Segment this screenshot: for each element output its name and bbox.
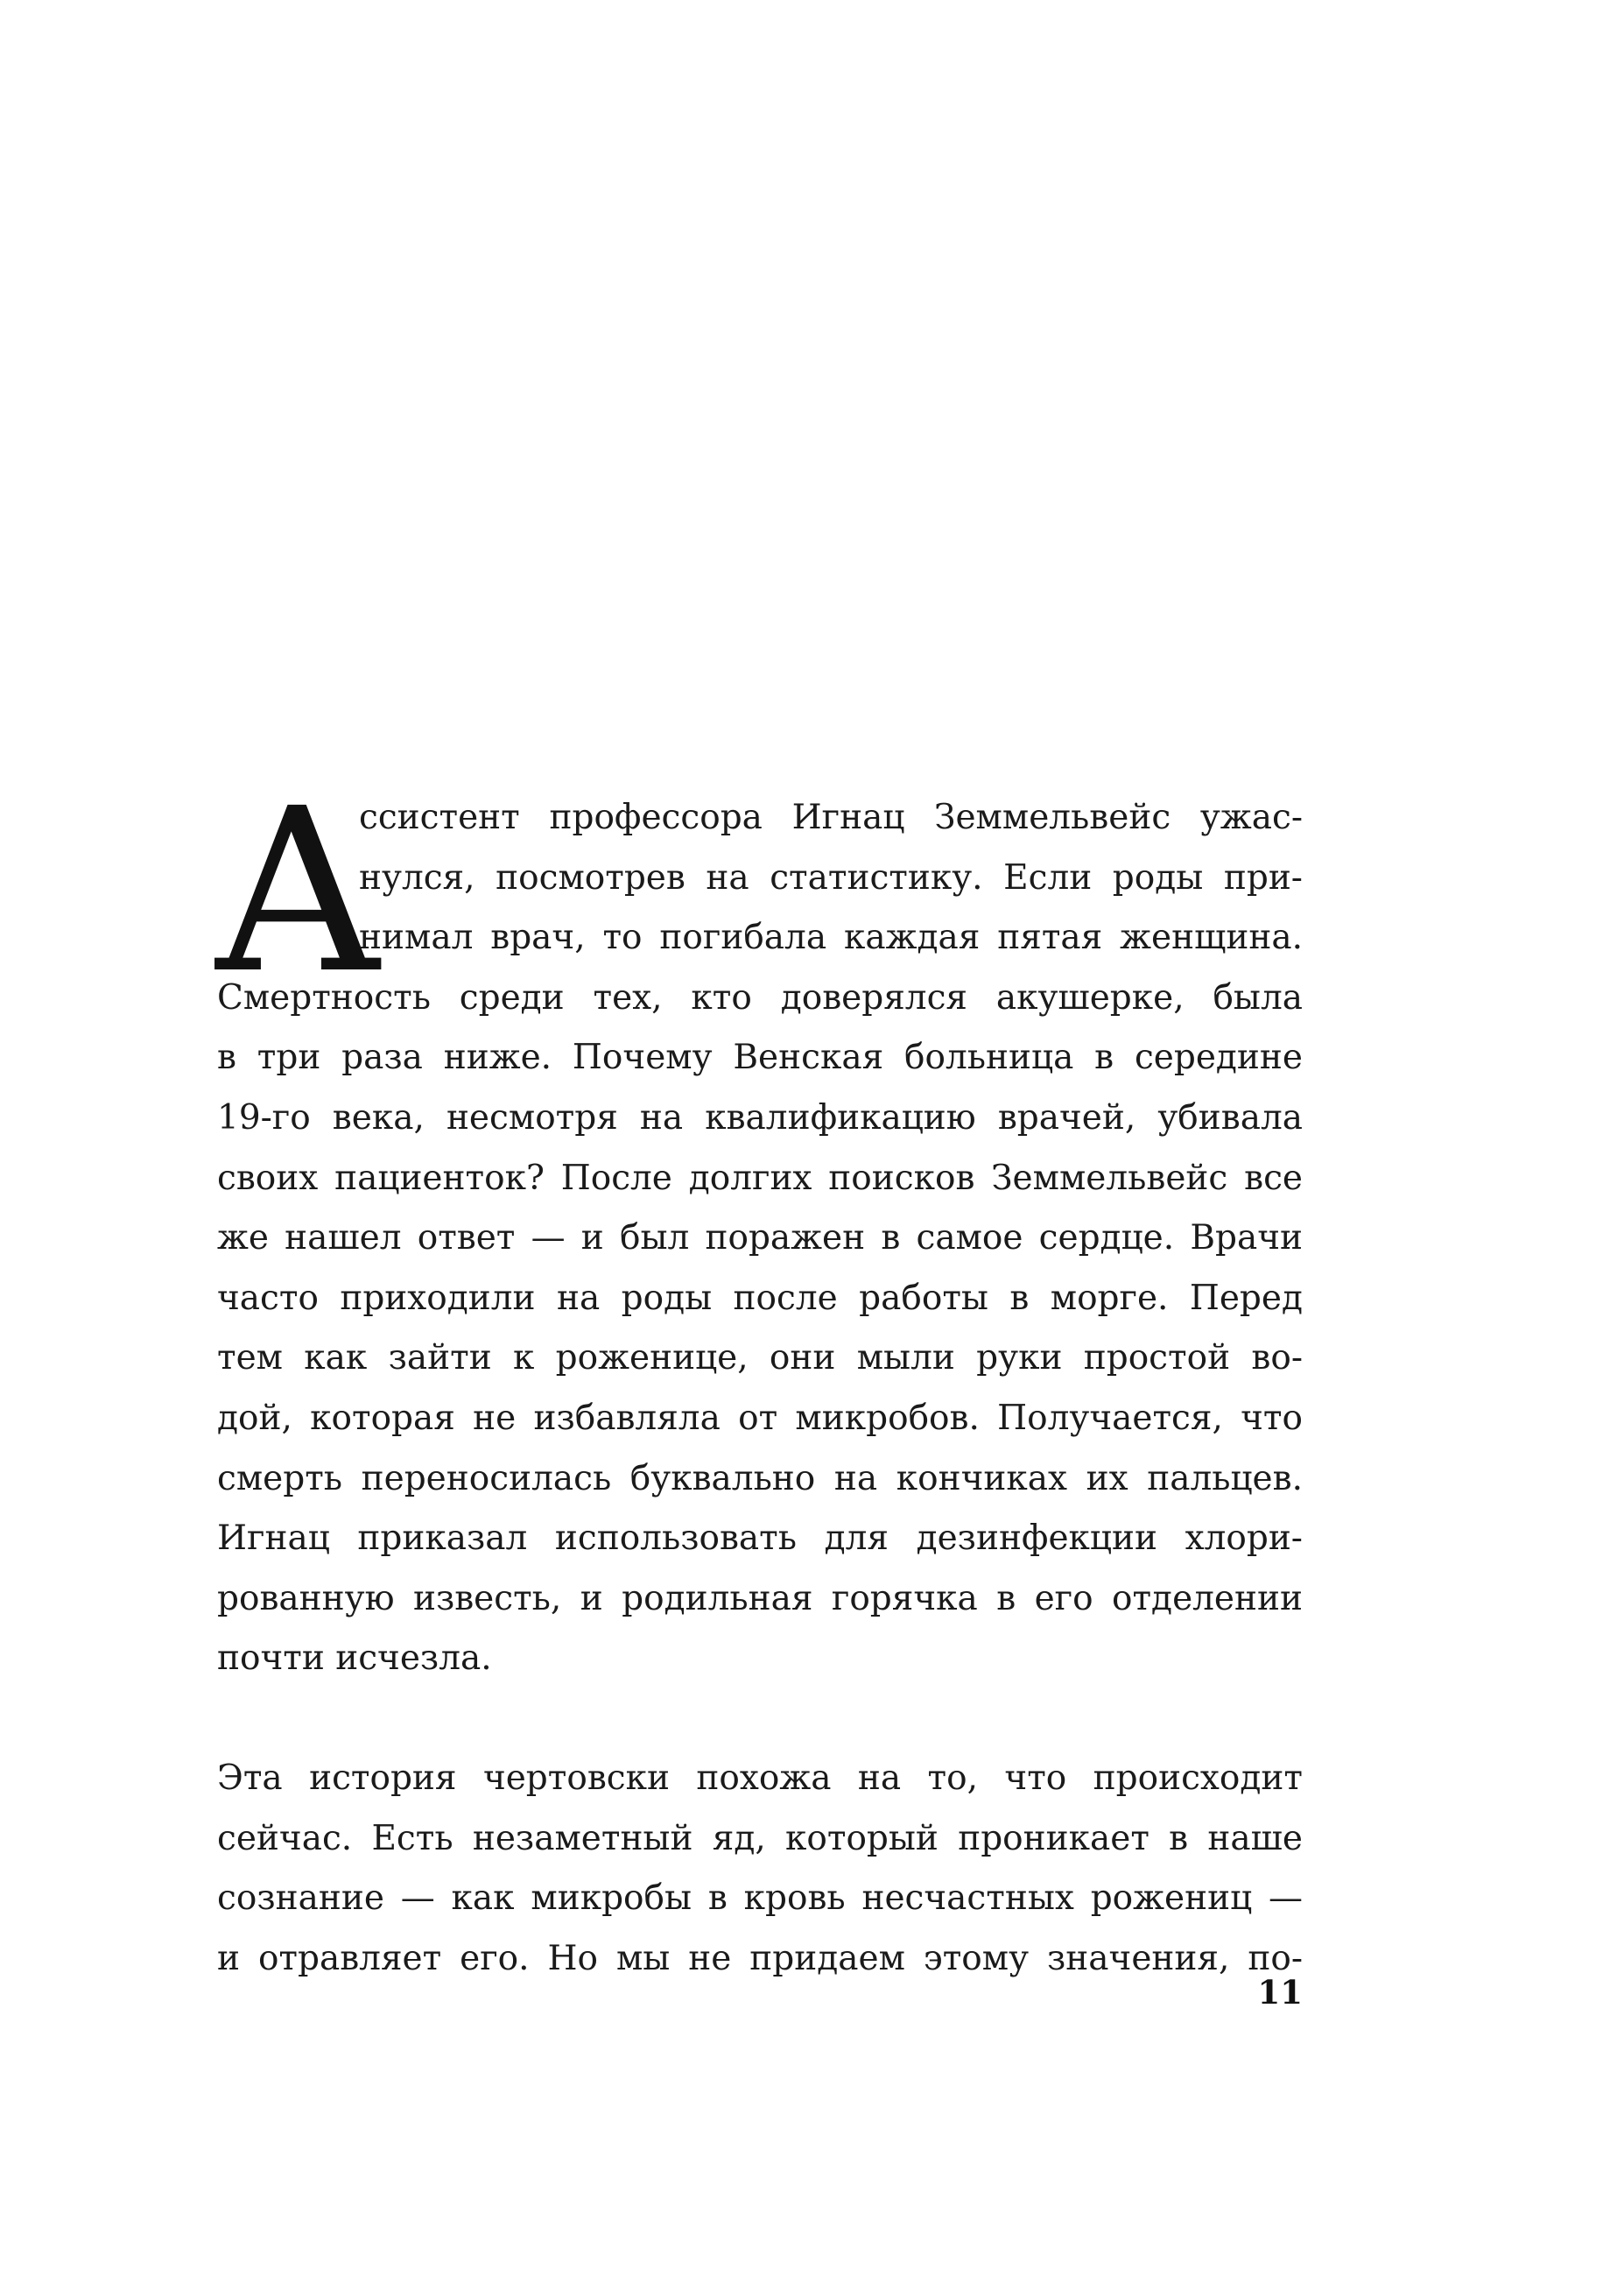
text-line: Смертность среди тех, кто доверялся акушерке, была [217, 977, 1303, 1018]
paragraph-2 [217, 1749, 1303, 1989]
text-line: Эта история чертовски похожа на то, что происходит [217, 1758, 1303, 1798]
text-line: Игнац приказал использовать для дезинфекции хлори- [217, 1519, 1303, 1559]
text-line: часто приходили на роды после работы в морге. Перед [217, 1278, 1303, 1318]
text-line: же нашел ответ — и был поражен в самое сердце. Врачи [217, 1218, 1303, 1258]
paragraph-1 [212, 760, 1303, 1689]
text-line: нимал врач, то погибала каждая пятая женщина. [359, 918, 1303, 958]
text-line: в три раза ниже. Почему Венская больница в середине [217, 1038, 1303, 1078]
text-line: почти исчезла. [217, 1638, 492, 1679]
paragraph-gap [217, 1689, 1303, 1749]
drop-cap: А [212, 760, 383, 1023]
text-line: тем как зайти к роженице, они мыли руки простой во- [217, 1338, 1303, 1378]
text-line: своих пациенток? После долгих поисков Земмельвейс все [217, 1158, 1303, 1198]
text-line: сознание — как микробы в кровь несчастных рожениц — [217, 1878, 1303, 1919]
text-line: смерть переносилась буквально на кончиках их пальцев. [217, 1458, 1303, 1498]
text-line: нулся, посмотрев на статистику. Если роды при- [359, 857, 1303, 898]
page-number: 11 [1257, 1973, 1303, 2012]
text-line: дой, которая не избавляла от микробов. Получается, что [217, 1398, 1303, 1438]
text-line: и отравляет его. Но мы не придаем этому значения, по- [217, 1938, 1303, 1978]
text-line: сейчас. Есть незаметный яд, который проникает в наше [217, 1818, 1303, 1858]
text-line: ссистент профессора Игнац Земмельвейс ужас- [359, 798, 1303, 837]
text-line: рованную известь, и родильная горячка в его отделении [217, 1578, 1303, 1618]
text-block [212, 760, 1303, 1989]
text-line: 19-го века, несмотря на квалификацию врачей, убивала [217, 1097, 1303, 1138]
